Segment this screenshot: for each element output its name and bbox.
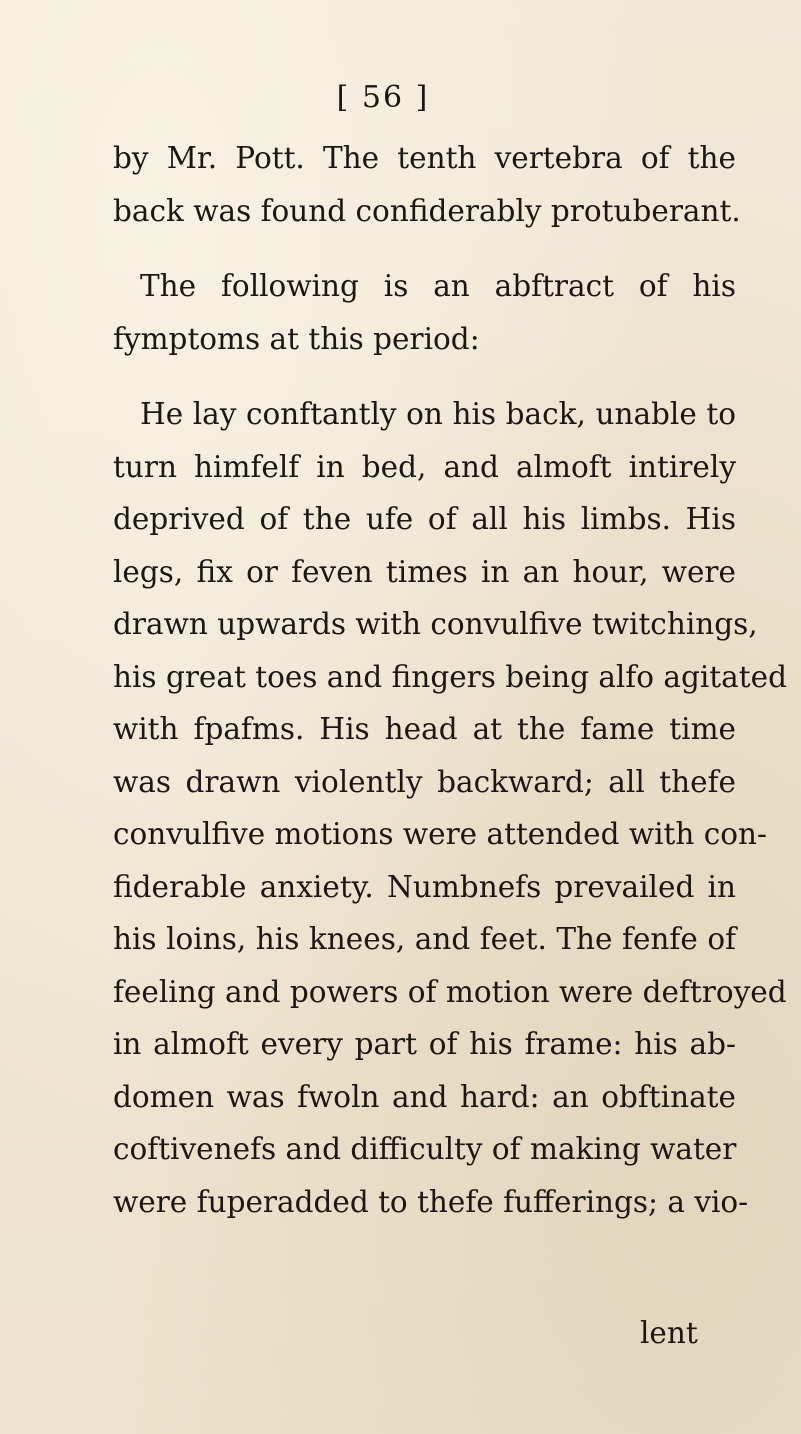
page-number-text: [ 56 ] — [336, 80, 430, 115]
text-line: He lay conftantly on his back, unable to — [140, 397, 736, 431]
text-line: was drawn violently backward; all thefe — [113, 764, 736, 799]
page-number — [0, 80, 801, 115]
text-line: feeling and powers of motion were deftroyed — [113, 974, 787, 1009]
paragraph-3 — [113, 388, 787, 1228]
text-line: his loins, his knees, and feet. The fenfe of — [113, 922, 736, 956]
text-line: his great toes and fingers being alfo agitated — [113, 659, 787, 694]
text-line: fymptoms at this period: — [113, 321, 480, 356]
text-line: legs, fix or feven times in an hour, were — [113, 554, 736, 589]
text-line: were fuperadded to thefe fufferings; a vio- — [113, 1184, 749, 1219]
text-line: by Mr. Pott. The tenth vertebra of the — [113, 141, 736, 175]
text-line: in almoft every part of his frame: his ab- — [113, 1027, 736, 1061]
text-line: convulfive motions were attended with con- — [113, 817, 768, 851]
text-line: with fpafms. His head at the fame time — [113, 712, 736, 746]
text-line: back was found confiderably protuberant. — [113, 193, 741, 228]
text-line: domen was fwoln and hard: an obftinate — [113, 1079, 736, 1114]
text-line: deprived of the ufe of all his limbs. His — [113, 502, 736, 536]
paragraph-gap — [113, 237, 736, 260]
paragraph-gap — [113, 365, 736, 388]
text-line: turn himfelf in bed, and almoft intirely — [113, 449, 736, 484]
text-line: fiderable anxiety. Numbnefs prevailed in — [113, 869, 736, 904]
catchword: lent — [640, 1316, 698, 1350]
text-line: drawn upwards with convulfive twitchings, — [113, 607, 758, 641]
paragraph-2 — [113, 260, 736, 365]
body-text — [113, 132, 787, 1228]
text-line: coftivenefs and difficulty of making water — [113, 1132, 737, 1166]
paragraph-1 — [113, 132, 741, 237]
text-line: The following is an abftract of his — [140, 269, 736, 303]
